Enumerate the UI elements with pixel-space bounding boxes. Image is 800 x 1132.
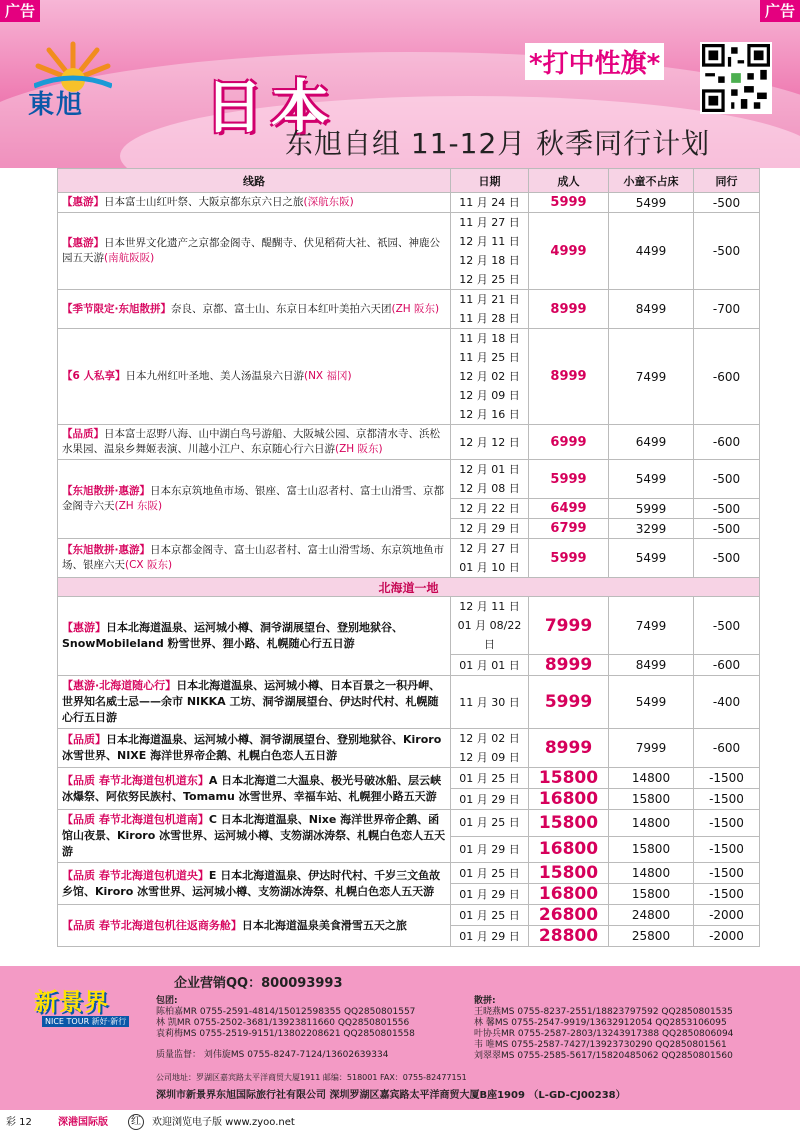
page-subtitle: 东旭自组 11-12月 秋季同行计划 — [285, 127, 711, 160]
date-cell — [451, 597, 529, 655]
col-header-route: 线路 — [58, 169, 451, 193]
peer-discount: -500 — [694, 193, 760, 213]
date-value: 11 月 24 日 — [459, 196, 520, 209]
departure-tag: (ZH 东阪) — [114, 500, 163, 512]
child-price: 5499 — [609, 539, 694, 578]
route-tag: 【品质】 — [62, 428, 104, 440]
route-cell — [58, 193, 451, 213]
child-price: 4499 — [609, 213, 694, 290]
date-value: 12 月 12 日 — [459, 435, 520, 449]
col-header-date: 日期 — [451, 169, 529, 193]
contact-line: 林 馨MS 0755-2547-9919/13632912054 QQ2853106095 — [474, 1018, 727, 1028]
col-header-peer: 同行 — [694, 169, 760, 193]
child-price: 5499 — [609, 460, 694, 499]
date-cell — [451, 519, 529, 539]
edition-label: 深港国际版 — [58, 1117, 108, 1128]
section-row — [58, 578, 760, 597]
date-value: 11 月 18 日 — [459, 332, 520, 345]
company-address: 公司地址：罗湖区嘉宾路太平洋商贸大厦1911 邮编：518001 FAX：0755-82477151 — [156, 1073, 467, 1082]
route-cell — [58, 905, 451, 947]
adult-price: 15800 — [529, 768, 609, 789]
peer-discount: -1500 — [694, 789, 760, 810]
date-value: 01 月 10 日 — [459, 561, 520, 574]
table-body — [58, 193, 760, 947]
departure-tag: (ZH 阪东) — [391, 302, 440, 315]
quality-supervisor: 质量监督： 刘伟旋MS 0755-8247-7124/13602639334 — [156, 1050, 389, 1060]
peer-discount: -1500 — [694, 863, 760, 884]
contact-line: 王晓燕MS 0755-8237-2551/18823797592 QQ2850801535 — [474, 1007, 733, 1017]
footer-contacts — [0, 966, 800, 1110]
departure-tag: (南航阪阪) — [104, 252, 155, 264]
child-price: 6499 — [609, 425, 694, 460]
section-title: 北海道一地 — [58, 578, 760, 597]
dongxu-logo — [14, 36, 134, 118]
adult-price: 15800 — [529, 810, 609, 837]
date-value: 01 月 29 日 — [459, 929, 520, 943]
route-tag: 【东旭散拼·惠游】 — [62, 544, 150, 556]
date-value: 12 月 11 日 — [459, 600, 520, 613]
ad-label-left: 广告 — [0, 0, 40, 22]
route-tag: 【季节限定·东旭散拼】 — [62, 302, 171, 315]
route-text: 日本北海道温泉、运河城小樽、洞爷湖展望台、登别地狱谷、SnowMobileland 粉雪世界、狸小路、札幌随心行五日游 — [62, 621, 403, 650]
col-header-adult: 成人 — [529, 169, 609, 193]
route-cell — [58, 290, 451, 329]
route-cell — [58, 329, 451, 425]
route-cell — [58, 539, 451, 578]
peer-discount: -500 — [694, 213, 760, 290]
peer-discount: -2000 — [694, 905, 760, 926]
contact-block — [156, 970, 796, 1104]
page-footer-bar — [0, 1113, 800, 1132]
date-value: 01 月 25 日 — [459, 816, 520, 830]
date-value: 12 月 18 日 — [459, 254, 520, 267]
adult-price: 5999 — [529, 676, 609, 729]
peer-discount: -2000 — [694, 926, 760, 947]
scatter-contacts — [474, 996, 733, 1062]
route-text: A 日本北海道二大温泉、极光号破冰船、层云峡冰爆祭、阿依努民族村、Tomamu 冰雪世界、幸福车站、札幌狸小路五天游 — [62, 773, 442, 803]
table-row — [58, 729, 760, 768]
peer-discount: -1500 — [694, 884, 760, 905]
child-price: 5499 — [609, 193, 694, 213]
route-tag: 【品质】 — [62, 733, 106, 746]
date-value: 12 月 09 日 — [459, 751, 520, 764]
peer-discount: -500 — [694, 597, 760, 655]
date-cell — [451, 905, 529, 926]
table-row — [58, 768, 760, 789]
date-value: 01 月 29 日 — [459, 842, 520, 856]
group-heading: 包团: — [156, 996, 178, 1006]
child-price: 24800 — [609, 905, 694, 926]
adult-price: 16800 — [529, 836, 609, 863]
route-tag: 【品质 春节北海道包机道央】 — [62, 868, 209, 882]
contact-line: 林 凯MR 0755-2502-3681/13923811660 QQ2850801556 — [156, 1018, 410, 1028]
brand-subtitle: NICE TOUR 新好·新行 — [42, 1016, 129, 1027]
contact-line: 陈柏嘉MR 0755-2591-4814/15012598355 QQ2850801557 — [156, 1007, 416, 1017]
date-value: 01 月 25 日 — [459, 771, 520, 785]
peer-discount: -400 — [694, 676, 760, 729]
header-banner — [0, 0, 800, 168]
adult-price: 5999 — [529, 539, 609, 578]
date-value: 01 月 29 日 — [459, 792, 520, 806]
route-text: 日本九州红叶圣地、美人汤温泉六日游 — [125, 370, 304, 382]
adult-price: 6799 — [529, 519, 609, 539]
peer-discount: -500 — [694, 519, 760, 539]
date-cell — [451, 926, 529, 947]
route-tag: 【品质 春节北海道包机道东】 — [62, 773, 209, 787]
date-cell — [451, 789, 529, 810]
adult-price: 5999 — [529, 460, 609, 499]
date-value: 12 月 01 日 — [459, 463, 520, 476]
date-cell — [451, 863, 529, 884]
date-cell — [451, 810, 529, 837]
peer-discount: -600 — [694, 425, 760, 460]
adult-price: 8999 — [529, 729, 609, 768]
child-price: 8499 — [609, 290, 694, 329]
date-value: 12 月 02 日 — [459, 370, 520, 383]
date-cell — [451, 539, 529, 578]
peer-discount: -600 — [694, 329, 760, 425]
route-cell — [58, 597, 451, 676]
page-title: 日本 — [205, 73, 338, 141]
route-tag: 【品质 春节北海道包机往返商务舱】 — [62, 918, 242, 932]
ad-label-right: 广告 — [760, 0, 800, 22]
child-price: 8499 — [609, 655, 694, 676]
date-value: 12 月 29 日 — [459, 522, 520, 535]
date-value: 11 月 21 日 — [459, 293, 520, 306]
route-text: 奈良、京都、富士山、东京日本红叶美拍六天团 — [171, 302, 392, 315]
date-cell — [451, 499, 529, 519]
date-value: 12 月 27 日 — [459, 542, 520, 555]
date-cell — [451, 729, 529, 768]
page-number: 彩 12 — [6, 1117, 32, 1128]
date-cell — [451, 655, 529, 676]
route-tag: 【6 人私享】 — [62, 370, 126, 382]
date-cell — [451, 193, 529, 213]
color-badge: 红 — [128, 1114, 144, 1130]
route-text: 日本东京筑地鱼市场、银座、富士山忍者村、富士山滑雪、京都金阁寺六天 — [62, 485, 444, 512]
table-row — [58, 905, 760, 926]
child-price: 14800 — [609, 810, 694, 837]
child-price: 7499 — [609, 597, 694, 655]
peer-discount: -500 — [694, 539, 760, 578]
slogan: *打中性旗* — [525, 43, 664, 80]
date-value: 11 月 25 日 — [459, 351, 520, 364]
table-row — [58, 213, 760, 290]
child-price: 15800 — [609, 884, 694, 905]
adult-price: 8999 — [529, 655, 609, 676]
peer-discount: -1500 — [694, 768, 760, 789]
child-price: 3299 — [609, 519, 694, 539]
date-value: 11 月 30 日 — [459, 695, 520, 709]
table-row — [58, 810, 760, 837]
date-value: 12 月 22 日 — [459, 502, 520, 515]
table-row — [58, 539, 760, 578]
logo-text: 東旭 — [28, 90, 85, 120]
route-text: 日本京都金阁寺、富士山忍者村、富士山滑雪场、东京筑地鱼市场、银座六天 — [62, 544, 444, 571]
child-price: 25800 — [609, 926, 694, 947]
contact-line: 叶协兵MR 0755-2587-2803/13243917388 QQ2850806094 — [474, 1029, 734, 1039]
table-row — [58, 460, 760, 499]
adult-price: 8999 — [529, 329, 609, 425]
table-row — [58, 863, 760, 884]
route-cell — [58, 768, 451, 810]
peer-discount: -700 — [694, 290, 760, 329]
date-value: 01 月 08/22 日 — [457, 619, 522, 651]
peer-discount: -1500 — [694, 836, 760, 863]
corporate-qq: 企业营销QQ：800093993 — [174, 976, 343, 991]
date-value: 11 月 27 日 — [459, 216, 520, 229]
route-tag: 【惠游·北海道随心行】 — [62, 679, 177, 692]
table-row — [58, 193, 760, 213]
adult-price: 5999 — [529, 193, 609, 213]
peer-discount: -500 — [694, 460, 760, 499]
route-text: 日本富士山红叶祭、大阪京都东京六日之旅 — [104, 196, 304, 208]
route-cell — [58, 729, 451, 768]
route-tag: 【品质 春节北海道包机道南】 — [62, 813, 209, 826]
date-cell — [451, 425, 529, 460]
contact-line: 韦 唯MS 0755-2587-7427/13923730290 QQ2850801561 — [474, 1040, 727, 1050]
adult-price: 6999 — [529, 425, 609, 460]
child-price: 7499 — [609, 329, 694, 425]
adult-price: 16800 — [529, 884, 609, 905]
peer-discount: -500 — [694, 499, 760, 519]
date-value: 12 月 16 日 — [459, 408, 520, 421]
child-price: 5499 — [609, 676, 694, 729]
table-header-row — [58, 169, 760, 193]
route-text: 日本富士忍野八海、山中湖白鸟号游船、大阪城公园、京都清水寺、浜松水果园、温泉乡舞姬表演、川越小江户、东京随心行六日游 — [62, 428, 440, 455]
col-header-child: 小童不占床 — [609, 169, 694, 193]
company-name: 深圳市新景界东旭国际旅行社有限公司 深圳罗湖区嘉宾路太平洋商贸大厦B座1909 （L-GD-CJ00238） — [156, 1090, 626, 1101]
route-text: 日本世界文化遗产之京都金阁寺、醍醐寺、伏见稻荷大社、祇园、神鹿公园五天游 — [62, 237, 440, 264]
adult-price: 4999 — [529, 213, 609, 290]
route-cell — [58, 676, 451, 729]
group-contacts — [156, 996, 415, 1040]
child-price: 5999 — [609, 499, 694, 519]
brand-name: 新景界 — [34, 988, 109, 1016]
adult-price: 15800 — [529, 863, 609, 884]
child-price: 14800 — [609, 768, 694, 789]
table-row — [58, 676, 760, 729]
child-price: 15800 — [609, 789, 694, 810]
child-price: 14800 — [609, 863, 694, 884]
date-value: 01 月 25 日 — [459, 866, 520, 880]
adult-price: 8999 — [529, 290, 609, 329]
adult-price: 28800 — [529, 926, 609, 947]
qr-code-icon[interactable] — [700, 42, 772, 114]
route-text: 日本北海道温泉、运河城小樽、洞爷湖展望台、登别地狱谷、Kiroro 冰雪世界、NIXE 海洋世界帝企鹅、札幌白色恋人五日游 — [62, 733, 442, 762]
route-text: E 日本北海道温泉、伊达时代村、千岁三文鱼故乡馆、Kiroro 冰雪世界、运河城小樽、支笏湖冰涛祭、札幌白色恋人五天游 — [62, 868, 441, 898]
date-cell — [451, 768, 529, 789]
child-price: 15800 — [609, 836, 694, 863]
date-value: 01 月 29 日 — [459, 887, 520, 901]
route-cell — [58, 863, 451, 905]
website-link[interactable]: 欢迎浏览电子版 www.zyoo.net — [152, 1117, 295, 1128]
departure-tag: (NX 福冈) — [303, 370, 352, 382]
peer-discount: -600 — [694, 655, 760, 676]
route-text: C 日本北海道温泉、Nixe 海洋世界帝企鹅、函馆山夜景、Kiroro 冰雪世界、运河城小樽、支笏湖冰涛祭、札幌白色恋人五天游 — [62, 813, 446, 858]
route-tag: 【东旭散拼·惠游】 — [62, 485, 150, 497]
date-cell — [451, 290, 529, 329]
date-cell — [451, 884, 529, 905]
date-cell — [451, 213, 529, 290]
route-tag: 【惠游】 — [62, 621, 106, 634]
date-value: 01 月 01 日 — [459, 658, 520, 672]
route-tag: 【惠游】 — [62, 196, 104, 208]
peer-discount: -1500 — [694, 810, 760, 837]
contact-line: 刘翠翠MS 0755-2585-5617/15820485062 QQ2850801560 — [474, 1051, 733, 1061]
date-value: 12 月 08 日 — [459, 482, 520, 495]
date-value: 01 月 25 日 — [459, 908, 520, 922]
date-value: 12 月 09 日 — [459, 389, 520, 402]
adult-price: 26800 — [529, 905, 609, 926]
peer-discount: -600 — [694, 729, 760, 768]
table-row — [58, 329, 760, 425]
contact-line: 袁莉梅MS 0755-2519-9151/13802208621 QQ2850801558 — [156, 1029, 415, 1039]
child-price: 7999 — [609, 729, 694, 768]
adult-price: 7999 — [529, 597, 609, 655]
route-tag: 【惠游】 — [62, 237, 104, 249]
adult-price: 6499 — [529, 499, 609, 519]
table-row — [58, 425, 760, 460]
table-row — [58, 290, 760, 329]
scatter-heading: 散拼: — [474, 996, 496, 1006]
route-text: 日本北海道温泉、运河城小樽、日本百景之一积丹岬、世界知名威士忌——余市 NIKKA 工坊、洞爷湖展望台、伊达时代村、札幌随心行五日游 — [62, 679, 441, 724]
date-cell — [451, 329, 529, 425]
price-table — [57, 168, 760, 947]
adult-price: 16800 — [529, 789, 609, 810]
route-text: 日本北海道温泉美食滑雪五天之旅 — [241, 918, 407, 932]
date-value: 12 月 02 日 — [459, 732, 520, 745]
departure-tag: (深航东阪) — [303, 196, 354, 208]
date-cell — [451, 676, 529, 729]
table-row — [58, 597, 760, 655]
date-value: 12 月 25 日 — [459, 273, 520, 286]
departure-tag: (CX 阪东) — [125, 559, 173, 571]
route-cell — [58, 425, 451, 460]
route-cell — [58, 810, 451, 863]
route-cell — [58, 460, 451, 539]
date-cell — [451, 460, 529, 499]
departure-tag: (ZH 阪东) — [335, 443, 383, 455]
date-cell — [451, 836, 529, 863]
date-value: 12 月 11 日 — [459, 235, 520, 248]
date-value: 11 月 28 日 — [459, 312, 520, 325]
route-cell — [58, 213, 451, 290]
